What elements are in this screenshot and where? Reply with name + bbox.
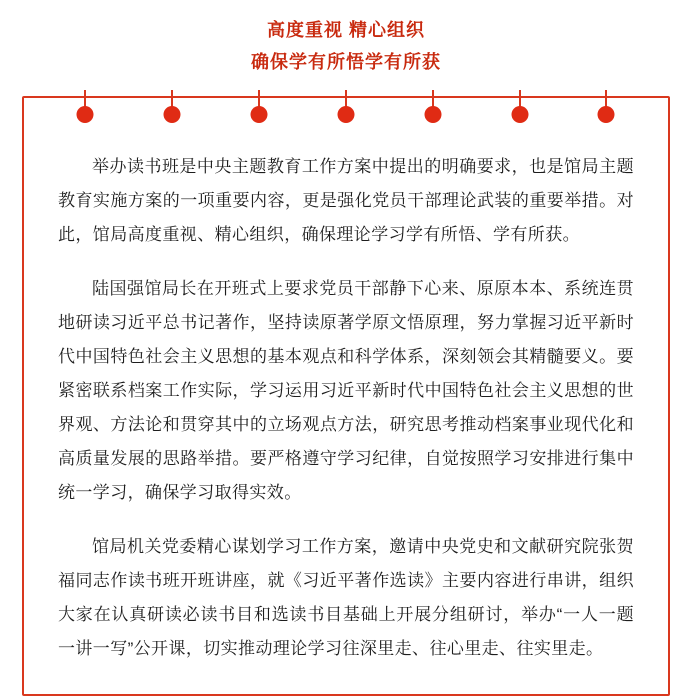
header-title-line-1: 高度重视 精心组织 bbox=[266, 20, 425, 40]
article-paragraph: 馆局机关党委精心谋划学习工作方案，邀请中央党史和文献研究院张贺福同志作读书班开班讲座，就《习近平著作选读》主要内容进行串讲，组织大家在认真研读必读书目和选读书目基础上开展分组研讨，举办“一人一题一讲一写”公开课，切实推动理论学习往深里走、往心里走、往实里走。 bbox=[58, 537, 634, 658]
pushpin-icon bbox=[337, 90, 355, 126]
pin-row bbox=[24, 90, 668, 130]
header-title-line-2: 确保学有所悟学有所获 bbox=[251, 52, 441, 72]
pushpin-icon bbox=[597, 90, 615, 126]
content-card bbox=[22, 96, 670, 696]
article-header bbox=[0, 0, 692, 78]
pushpin-icon bbox=[163, 90, 181, 126]
article-paragraph: 陆国强馆局长在开班式上要求党员干部静下心来、原原本本、系统连贯地研读习近平总书记著作，坚持读原著学原文悟原理，努力掌握习近平新时代中国特色社会主义思想的基本观点和科学体系，深刻领会其精髓要义。要紧密联系档案工作实际，学习运用习近平新时代中国特色社会主义思想的世界观、方法论和贯穿其中的立场观点方法，研究思考推动档案事业现代化和高质量发展的思路举措。要严格遵守学习纪律，自觉按照学习安排进行集中统一学习，确保学习取得实效。 bbox=[58, 279, 634, 502]
article-paragraph: 举办读书班是中央主题教育工作方案中提出的明确要求，也是馆局主题教育实施方案的一项重要内容，更是强化党员干部理论武装的重要举措。对此，馆局高度重视、精心组织，确保理论学习学有所悟、学有所获。 bbox=[58, 157, 634, 244]
pushpin-icon bbox=[76, 90, 94, 126]
content-card-wrapper bbox=[22, 96, 670, 696]
pushpin-icon bbox=[511, 90, 529, 126]
pushpin-icon bbox=[250, 90, 268, 126]
pushpin-icon bbox=[424, 90, 442, 126]
